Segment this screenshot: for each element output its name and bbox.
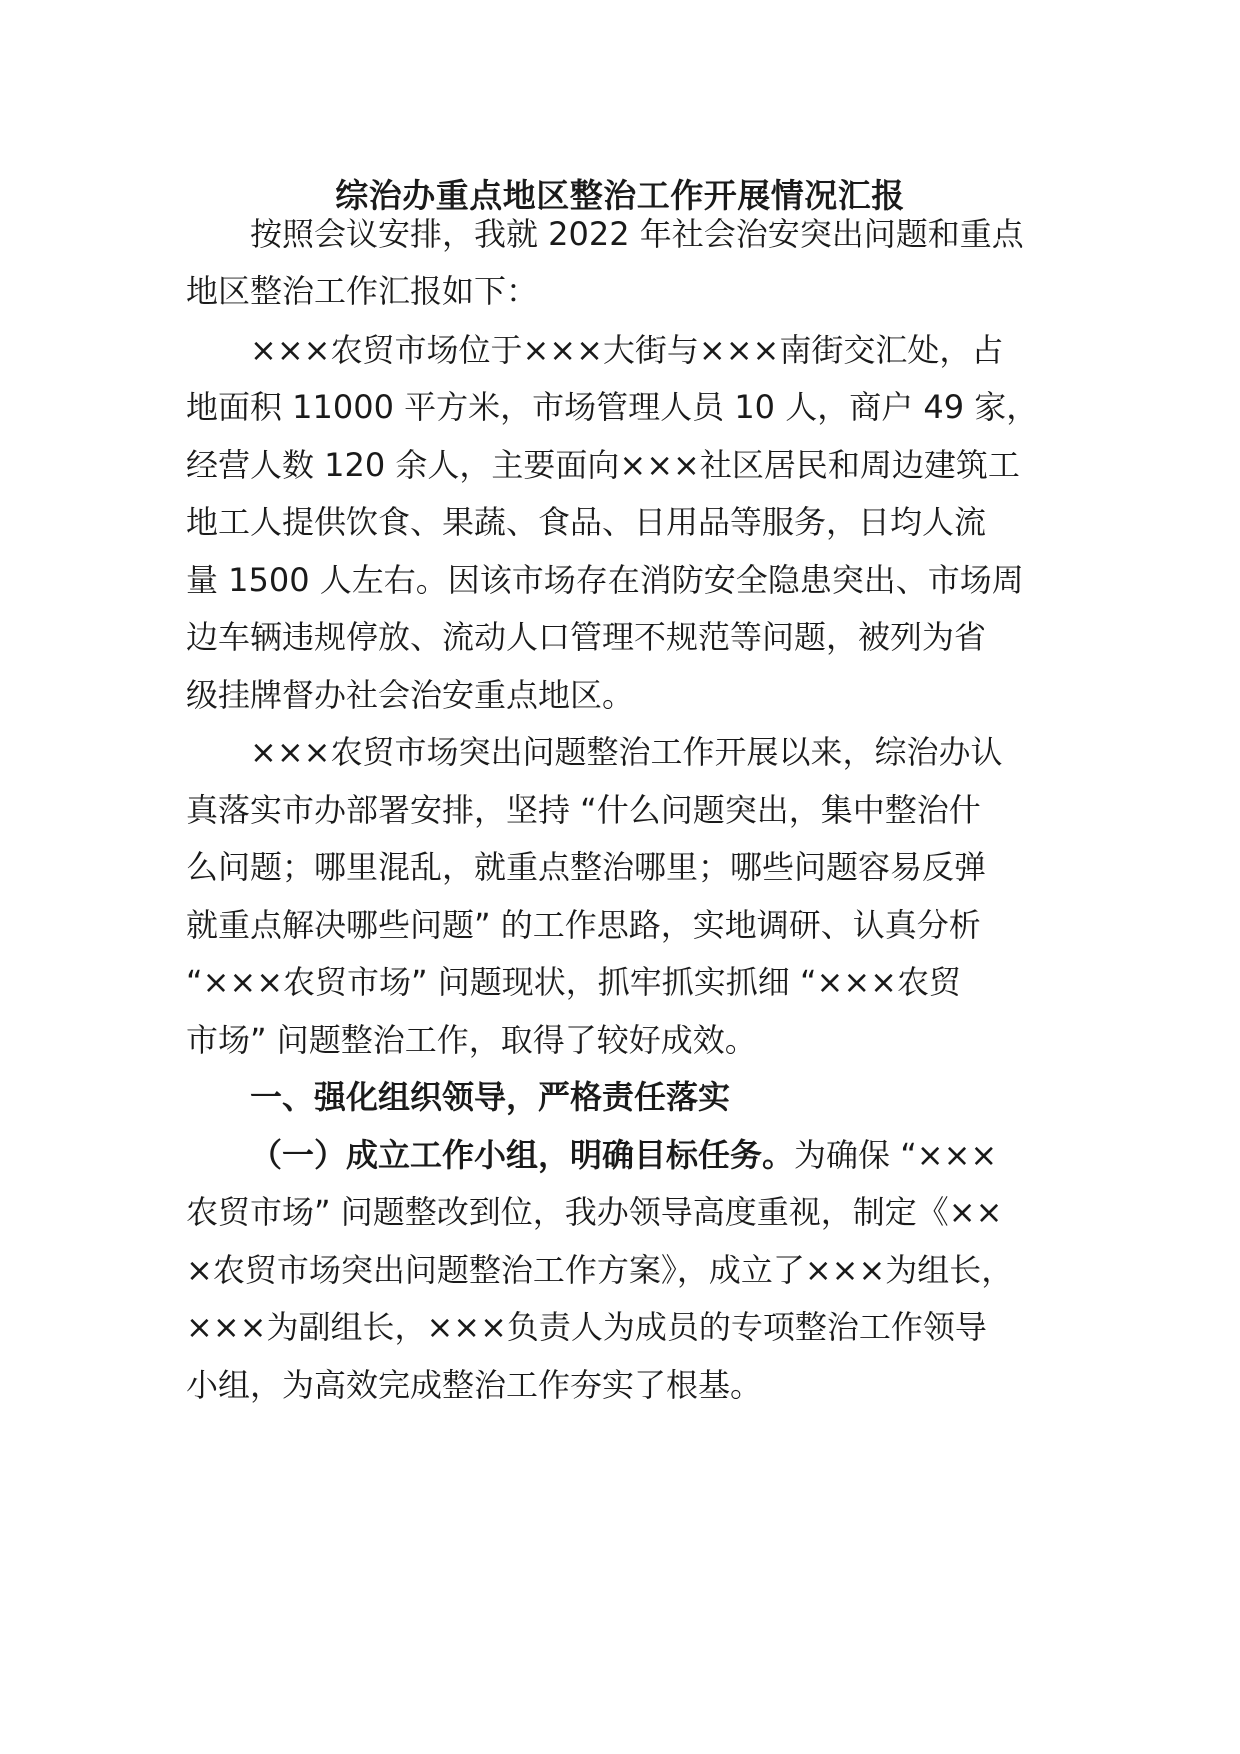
paragraph-line: 级挂牌督办社会治安重点地区。 [186, 676, 635, 714]
paragraph-text: 为确保 “××× [794, 1136, 998, 1174]
paragraph-line: “×××农贸市场” 问题现状，抓牢抓实抓细 “×××农贸 [186, 963, 961, 1001]
paragraph-line: 边车辆违规停放、流动人口管理不规范等问题，被列为省 [186, 618, 987, 656]
paragraph-line: ×××农贸市场突出问题整治工作开展以来，综治办认 [250, 733, 1003, 771]
paragraph-line: 小组，为高效完成整治工作夯实了根基。 [186, 1366, 763, 1404]
subsection-heading: （一）成立工作小组，明确目标任务。 [250, 1136, 795, 1174]
paragraph-line: 按照会议安排，我就 2022 年社会治安突出问题和重点 [250, 215, 1024, 253]
paragraph-line: ×农贸市场突出问题整治工作方案》，成立了×××为组长， [186, 1251, 1014, 1289]
paragraph-line: 地区整治工作汇报如下： [186, 272, 539, 310]
section-heading: 一、强化组织领导，严格责任落实 [250, 1078, 731, 1116]
paragraph-line: 么问题；哪里混乱，就重点整治哪里；哪些问题容易反弹 [186, 848, 987, 886]
paragraph-line: 市场” 问题整治工作，取得了较好成效。 [186, 1021, 757, 1059]
paragraph-line: 量 1500 人左右。因该市场存在消防安全隐患突出、市场周 [186, 561, 1024, 599]
paragraph-line: 就重点解决哪些问题” 的工作思路，实地调研、认真分析 [186, 906, 981, 944]
paragraph-line: 地工人提供饮食、果蔬、食品、日用品等服务，日均人流 [186, 503, 987, 541]
paragraph-line: 经营人数 120 余人，主要面向×××社区居民和周边建筑工 [186, 446, 1020, 484]
paragraph-line: 地面积 11000 平方米，市场管理人员 10 人，商户 49 家， [186, 388, 1039, 426]
paragraph-line: ×××农贸市场位于×××大街与×××南街交汇处，占 [250, 331, 1004, 369]
paragraph-line [250, 1130, 1150, 1180]
paragraph-line: 真落实市办部署安排，坚持 “什么问题突出，集中整治什 [186, 791, 981, 829]
document-title: 综治办重点地区整治工作开展情况汇报 [335, 176, 905, 215]
paragraph-line: 农贸市场” 问题整改到位，我办领导高度重视，制定《×× [186, 1193, 1003, 1231]
paragraph-line: ×××为副组长，×××负责人为成员的专项整治工作领导 [186, 1308, 987, 1346]
